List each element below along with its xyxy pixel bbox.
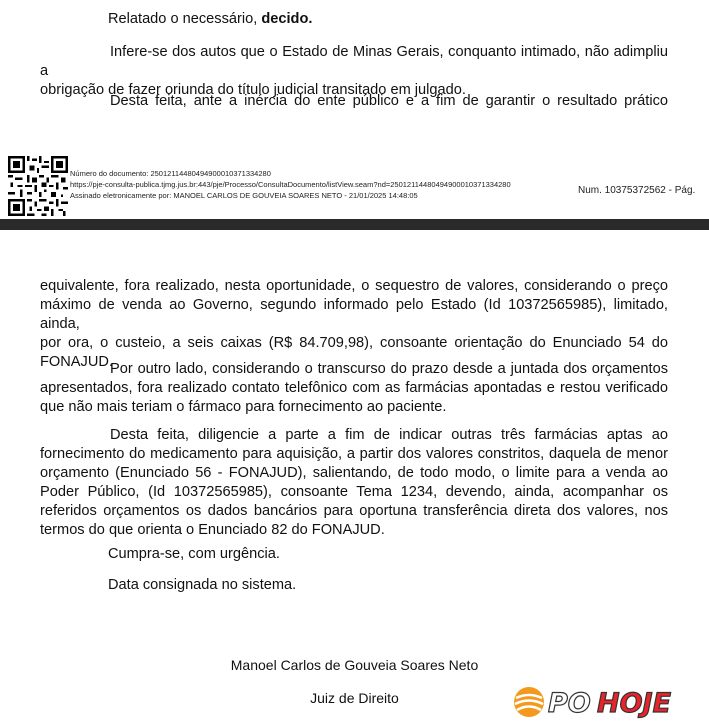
paragraph-diligencie-line: Desta feita, diligencie a parte a fim de indicar outras três farmácias aptas ao: [110, 427, 668, 443]
paragraph-relatado-text: Relatado o necessário,: [108, 11, 262, 27]
qr-code-icon[interactable]: [8, 156, 68, 216]
paragraph-relatado: [108, 10, 668, 29]
document-number: Número do documento: 25012114480494900010371334280: [70, 169, 271, 178]
paragraph-por-outro-lado-line: apresentados, fora realizado contato telefônico com as farmácias apontadas e restou verificado: [40, 380, 668, 396]
paragraph-por-outro-lado: [40, 360, 668, 417]
paragraph-equivalente: [40, 277, 668, 372]
paragraph-diligencie-line: referidos orçamentos os dados bancários para oportuna transferência direta dos valores, nos: [40, 503, 668, 519]
paragraph-equivalente-line: FONAJUD.: [40, 354, 113, 370]
paragraph-infere-line-1: Infere-se dos autos que o Estado de Minas Gerais, conquanto intimado, não adimpliu a: [40, 44, 668, 79]
paragraph-equivalente-line: máximo de venda ao Governo, segundo informado pelo Estado (Id 10372565985), limitado, ainda,: [40, 297, 668, 332]
paragraph-data-consignada: Data consignada no sistema.: [108, 577, 297, 593]
paragraph-por-outro-lado-line: Por outro lado, considerando o transcurso do prazo desde a juntada dos orçamentos: [110, 361, 668, 377]
paragraph-diligencie: [40, 426, 668, 540]
watermark-hoje-text: HOJE: [597, 688, 672, 719]
document-url-link[interactable]: https://pje-consulta-publica.tjmg.jus.br:443/pje/Processo/ConsultaDocumento/listView.seam?nd=25012114480494900010371334280: [70, 180, 511, 189]
paragraph-diligencie-line: fornecimento do medicamento para aquisição, a partir dos valores constritos, daquela de menor: [40, 446, 668, 462]
paragraph-desta-feita-top-line: Desta feita, ante a inércia do ente público e a fim de garantir o resultado prático: [110, 93, 668, 109]
document-num-page: Num. 10375372562 - Pág.: [578, 185, 696, 196]
watermark-po-text: PO: [548, 688, 591, 719]
signer-name: Manoel Carlos de Gouveia Soares Neto: [230, 657, 479, 673]
decido-bold-text: decido.: [261, 11, 313, 27]
paragraph-diligencie-line: termos do que orienta o Enunciado 82 do FONAJUD.: [40, 522, 385, 538]
paragraph-equivalente-line: por ora, o custeio, a seis caixas (R$ 84.709,98), consoante orientação do Enunciado 54 do: [40, 335, 668, 351]
signed-by: Assinado eletronicamente por: MANOEL CARLOS DE GOUVEIA SOARES NETO - 21/01/2025 14:48:05: [70, 191, 418, 200]
paragraph-cumpra-se: Cumpra-se, com urgência.: [108, 546, 280, 562]
page-break-bar: [0, 219, 709, 230]
signer-role: Juiz de Direito: [310, 690, 399, 706]
paragraph-equivalente-line: equivalente, fora realizado, nesta oportunidade, o sequestro de valores, considerando o preço: [40, 278, 668, 294]
paragraph-infere-line-2: obrigação de fazer oriunda do título judicial transitado em julgado.: [40, 82, 466, 98]
paragraph-diligencie-line: Poder Público, (Id 10372565985), consoante Tema 1234, devendo, ainda, acompanhar os: [40, 484, 668, 500]
paragraph-desta-feita-top: [40, 92, 668, 111]
paragraph-por-outro-lado-line: que não mais teriam o fármaco para fornecimento ao paciente.: [40, 399, 447, 415]
pohoje-watermark-logo: [511, 684, 701, 720]
paragraph-diligencie-line: orçamento (Enunciado 56 - FONAJUD), salientando, de todo modo, o limite para a venda ao: [40, 465, 668, 481]
signature-footer: [0, 150, 709, 220]
